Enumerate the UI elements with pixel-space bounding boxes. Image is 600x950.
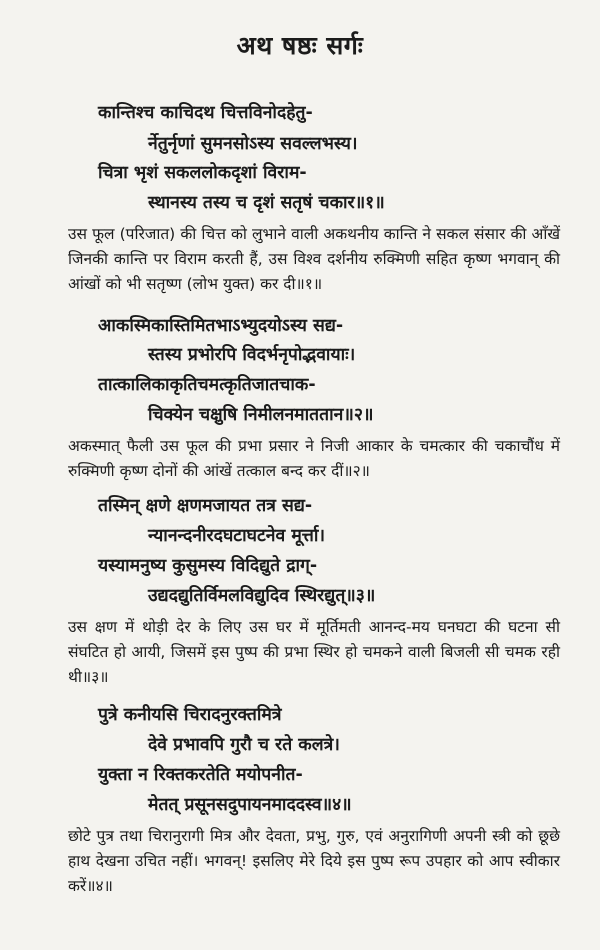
verse-line: यस्यामनुष्य कुसुमस्य विदिद्युते द्राग्- — [98, 556, 318, 576]
verse-line: र्नेतुर्नृणां सुमनसोऽस्य सवल्लभस्य। — [148, 134, 358, 154]
verse-line: पुत्रे कनीयसि चिरादनुरक्तमित्रे — [98, 705, 282, 725]
commentary-paragraph: छोटे पुत्र तथा चिरानुरागी मित्र और देवता, प्रभु, गुरु, एवं अनुरागिणी अपनी स्त्री को छूछे हाथ देखना उचित नहीं। भगवन्! इसलिए मेरे दिये इस पुष्प रूप उपहार को आप स्वीकार करें॥४॥ — [68, 827, 560, 895]
verse-line: स्तस्य प्रभोरपि विदर्भनृपोद्भवायाः। — [148, 345, 356, 365]
verse-line: देवे प्रभावपि गुरौ च रते कलत्रे। — [148, 735, 340, 755]
chapter-title: अथ षष्ठः सर्गः — [236, 31, 364, 60]
verse-line: युक्ता न रिक्तकरतेति मयोपनीत- — [98, 765, 303, 785]
verse-line: स्थानस्य तस्य च दृशं सतृषं चकार॥१॥ — [148, 193, 385, 213]
verse-line: तस्मिन् क्षणे क्षणमजायत तत्र सद्य- — [98, 496, 313, 516]
commentary-paragraph: अकस्मात् फैली उस फूल की प्रभा प्रसार ने निजी आकार के चमत्कार की चकाचौंध में रुक्मिणी कृष्ण दोनों की आंखें तत्काल बन्द कर दीं॥२॥ — [68, 437, 560, 480]
verse-line: चिक्येन चक्षुषि निमीलनमाततान॥२॥ — [148, 405, 374, 425]
verse-line: आकस्मिकास्तिमितभाऽभ्युदयोऽस्य सद्य- — [98, 316, 344, 336]
verse-line: उद्यदद्युतिर्विमलविद्युदिव स्थिरद्युत्॥३॥ — [148, 586, 376, 606]
verse-line: मेतत् प्रसूनसदुपायनमाददस्व॥४॥ — [148, 795, 352, 815]
verse-line: चित्रा भृशं सकललोकदृशां विराम- — [98, 163, 307, 183]
verse-line: तात्कालिकाकृतिचमत्कृतिजातचाक- — [98, 375, 316, 395]
commentary-paragraph: उस क्षण में थोड़ी देर के लिए उस घर में मूर्तिमती आनन्द-मय घनघटा की घटना सी संघटित हो आयी, जिसमें इस पुष्प की प्रभा स्थिर हो चमकने वाली बिजली सी चमक रही थी॥३॥ — [68, 618, 560, 686]
verse-line: न्यानन्दनीरदघटाघटनेव मूर्त्ता। — [148, 526, 326, 546]
commentary-paragraph: उस फूल (परिजात) की चित्त को लुभाने वाली अकथनीय कान्ति ने सकल संसार की आँखें जिनकी कान्ति पर विराम करती हैं, उस विश्व दर्शनीय रुक्मिणी सहित कृष्ण भगवान् की आंखों को भी सतृष्ण (लोभ युक्त) कर दी॥१॥ — [68, 225, 560, 293]
verse-line: कान्तिश्च काचिदथ चित्तविनोदहेतु- — [98, 103, 313, 123]
